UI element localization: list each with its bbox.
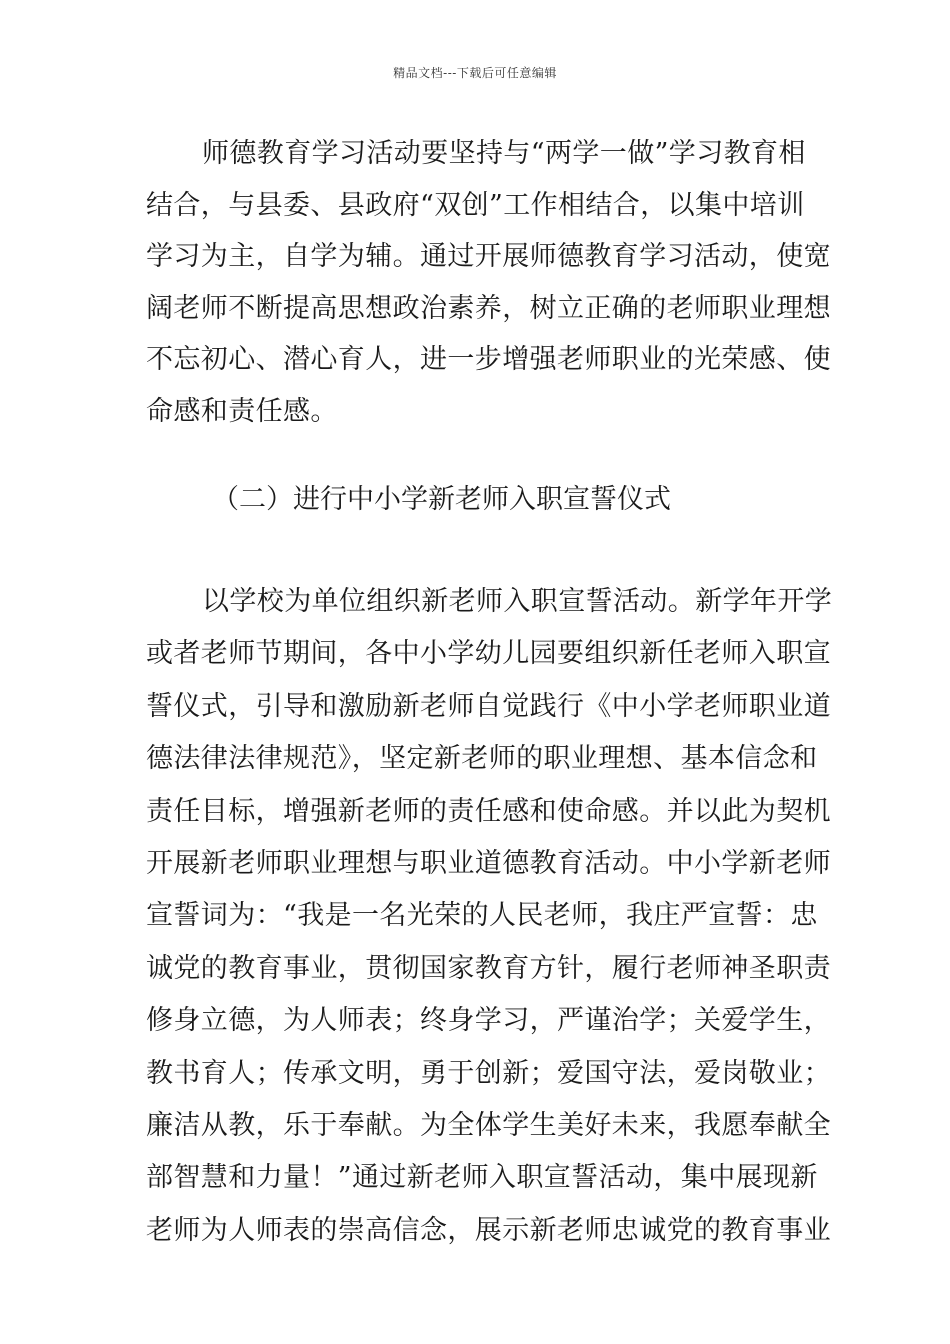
paragraph-line: 或者老师节期间，各中小学幼儿园要组织新任老师入职宣	[146, 638, 831, 670]
paragraph-line: 德法律法律规范》，坚定新老师的职业理想、基本信念和	[146, 743, 818, 775]
paragraph-line: 誓仪式，引导和激励新老师自觉践行《中小学老师职业道	[146, 690, 831, 722]
paragraph-line: 以学校为单位组织新老师入职宣誓活动。新学年开学	[202, 586, 833, 617]
paragraph-line: 责任目标，增强新老师的责任感和使命感。并以此为契机	[146, 795, 831, 827]
section-heading: （二）进行中小学新老师入职宣誓仪式	[212, 484, 671, 515]
paragraph-line: 老师为人师表的崇高信念，展示新老师忠诚党的教育事业	[146, 1214, 831, 1246]
paragraph-2	[146, 576, 833, 1257]
paragraph-line: 教书育人；传承文明，勇于创新；爱国守法，爱岗敬业；	[146, 1057, 831, 1089]
paragraph-1	[146, 128, 831, 438]
paragraph-line: 结合，与县委、县政府“双创”工作相结合，以集中培训	[146, 189, 805, 221]
paragraph-line: 诚党的教育事业，贯彻国家教育方针，履行老师神圣职责	[146, 952, 831, 984]
paragraph-line: 阔老师不断提高思想政治素养，树立正确的老师职业理想	[146, 292, 831, 324]
paragraph-line: 学习为主，自学为辅。通过开展师德教育学习活动，使宽	[146, 241, 831, 273]
paragraph-line: 宣誓词为：“我是一名光荣的人民老师，我庄严宣誓：忠	[146, 900, 818, 932]
paragraph-line: 修身立德，为人师表；终身学习，严谨治学；关爱学生，	[146, 1005, 831, 1037]
paragraph-line: 师德教育学习活动要坚持与“两学一做”学习教育相	[202, 138, 806, 169]
paragraph-line: 命感和责任感。	[146, 395, 338, 427]
paragraph-line: 廉洁从教，乐于奉献。为全体学生美好未来，我愿奉献全	[146, 1109, 831, 1141]
paragraph-line: 不忘初心、潜心育人，进一步增强老师职业的光荣感、使	[146, 344, 831, 376]
paragraph-line: 部智慧和力量！”通过新老师入职宣誓活动，集中展现新	[146, 1162, 818, 1194]
page-header: 精品文档---下载后可任意编辑	[393, 66, 557, 80]
paragraph-line: 开展新老师职业理想与职业道德教育活动。中小学新老师	[146, 847, 831, 879]
